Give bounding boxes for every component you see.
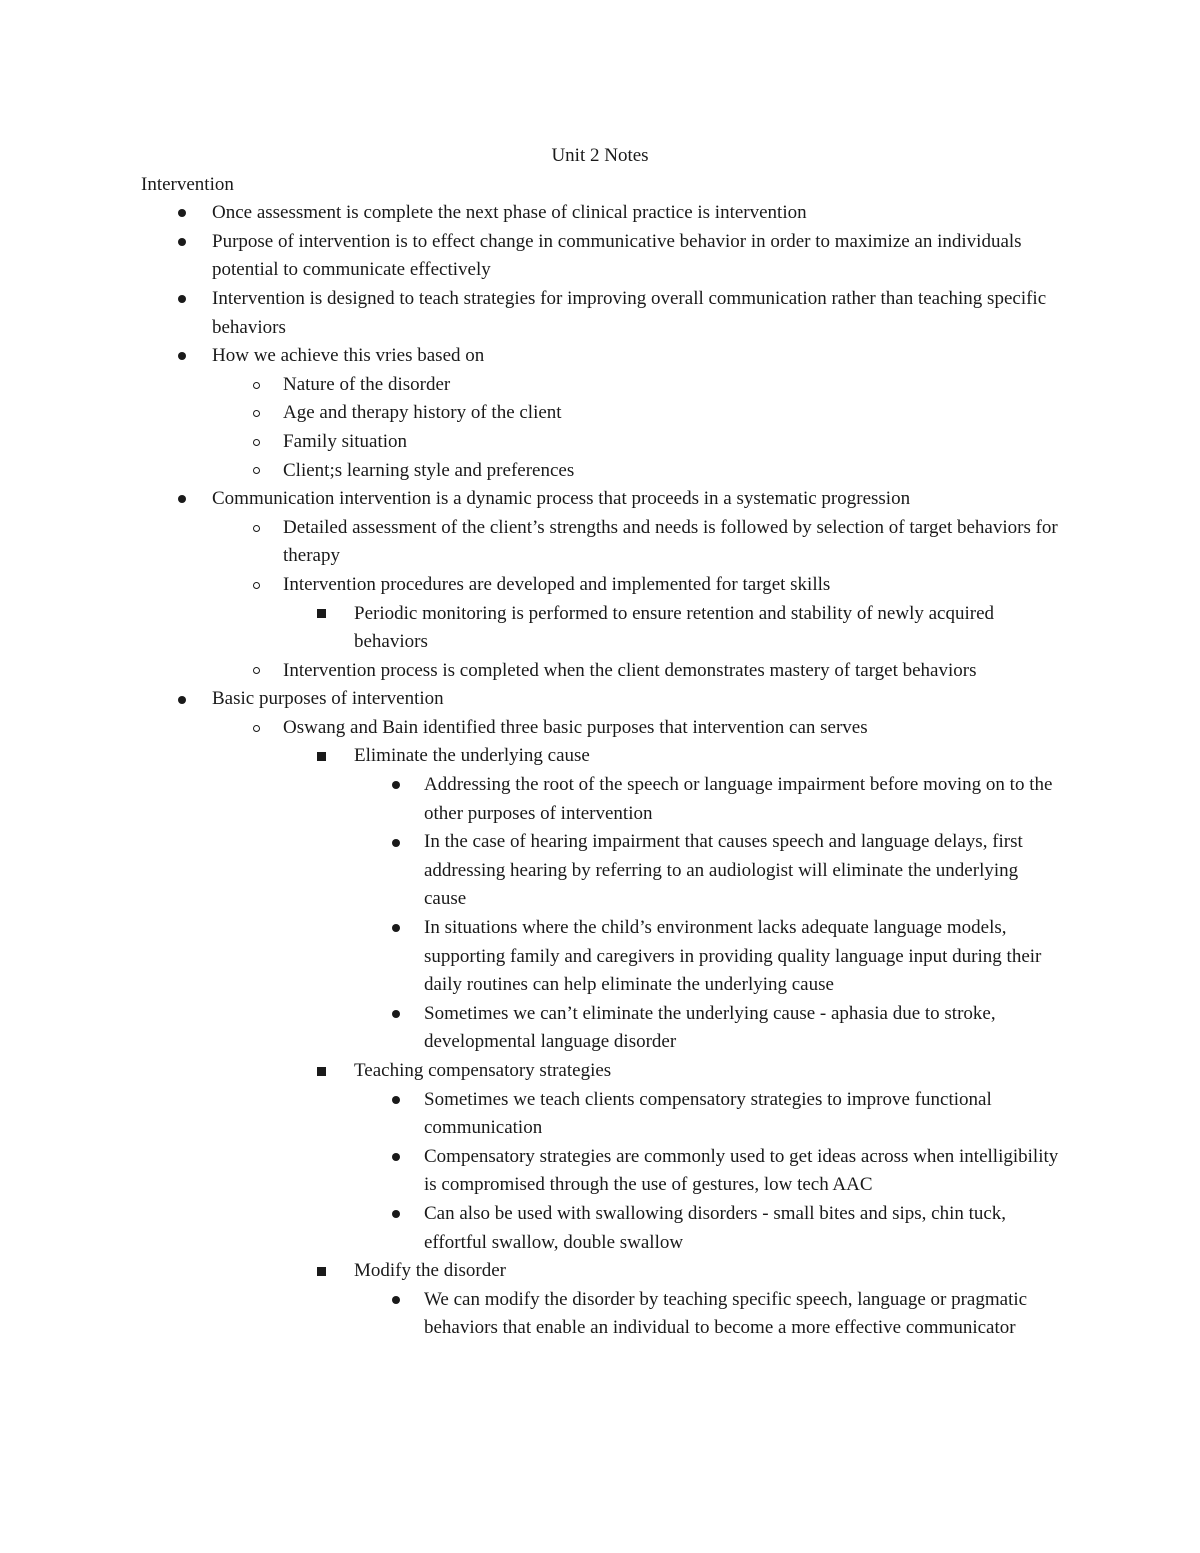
list-item: Once assessment is complete the next phase of clinical practice is intervention (0, 199, 1060, 228)
list-item: Eliminate the underlying cause (0, 742, 1060, 771)
list-item: Can also be used with swallowing disorders - small bites and sips, chin tuck, effortful swallow, double swallow (0, 1200, 1060, 1257)
list-item: Communication intervention is a dynamic process that proceeds in a systematic progression (0, 485, 1060, 514)
list-item: Intervention procedures are developed and implemented for target skills (0, 571, 1060, 600)
list-item: How we achieve this vries based on (0, 342, 1060, 371)
bullet-dot-icon (389, 1200, 403, 1229)
bullet-dot-icon (389, 914, 403, 943)
list-item: Nature of the disorder (0, 371, 1060, 400)
list-item: Intervention is designed to teach strategies for improving overall communication rather than teaching specific behaviors (0, 285, 1060, 342)
list-item: Family situation (0, 428, 1060, 457)
bullet-dot-icon (175, 285, 189, 314)
bullet-dot-icon (175, 685, 189, 714)
bullet-circle-icon (249, 571, 263, 600)
bullet-dot-icon (175, 485, 189, 514)
bullet-dot-icon (389, 1286, 403, 1315)
list-item: Age and therapy history of the client (0, 399, 1060, 428)
list-item: Sometimes we teach clients compensatory strategies to improve functional communication (0, 1086, 1060, 1143)
bullet-circle-icon (249, 399, 263, 428)
list-item: Teaching compensatory strategies (0, 1057, 1060, 1086)
bullet-circle-icon (249, 457, 263, 486)
list-item: Periodic monitoring is performed to ensure retention and stability of newly acquired behaviors (0, 600, 1060, 657)
bullet-square-icon (314, 1057, 328, 1086)
bullet-circle-icon (249, 428, 263, 457)
list-item: We can modify the disorder by teaching specific speech, language or pragmatic behaviors that enable an individual to become a more effective communicator (0, 1286, 1060, 1343)
list-item: In situations where the child’s environment lacks adequate language models, supporting family and caregivers in providing quality language input during their daily routines can help eliminate the underlying cause (0, 914, 1060, 1000)
bullet-circle-icon (249, 714, 263, 743)
bullet-dot-icon (175, 342, 189, 371)
list-item: Client;s learning style and preferences (0, 457, 1060, 486)
bullet-circle-icon (249, 371, 263, 400)
bullet-square-icon (314, 742, 328, 771)
bullet-square-icon (314, 1257, 328, 1286)
bullet-dot-icon (389, 1086, 403, 1115)
list-item: Purpose of intervention is to effect change in communicative behavior in order to maximize an individuals potential to communicate effectively (0, 228, 1060, 285)
list-item: Compensatory strategies are commonly used to get ideas across when intelligibility is compromised through the use of gestures, low tech AAC (0, 1143, 1060, 1200)
document-title: Unit 2 Notes (551, 145, 649, 166)
bullet-dot-icon (389, 828, 403, 857)
bullet-dot-icon (175, 228, 189, 257)
bullet-circle-icon (249, 657, 263, 686)
bullet-circle-icon (249, 514, 263, 543)
bullet-dot-icon (389, 1000, 403, 1029)
list-item: Addressing the root of the speech or language impairment before moving on to the other purposes of intervention (0, 771, 1060, 828)
list-item: In the case of hearing impairment that causes speech and language delays, first addressing hearing by referring to an audiologist will eliminate the underlying cause (0, 828, 1060, 914)
list-item: Sometimes we can’t eliminate the underlying cause - aphasia due to stroke, developmental language disorder (0, 1000, 1060, 1057)
list-item: Detailed assessment of the client’s strengths and needs is followed by selection of target behaviors for therapy (0, 514, 1060, 571)
bullet-dot-icon (389, 771, 403, 800)
bullet-list (0, 199, 1200, 1343)
list-item: Intervention process is completed when the client demonstrates mastery of target behaviors (0, 657, 1060, 686)
list-item: Oswang and Bain identified three basic purposes that intervention can serves (0, 714, 1060, 743)
list-item: Basic purposes of intervention (0, 685, 1060, 714)
bullet-dot-icon (175, 199, 189, 228)
list-item: Modify the disorder (0, 1257, 1060, 1286)
bullet-square-icon (314, 600, 328, 629)
bullet-dot-icon (389, 1143, 403, 1172)
section-heading: Intervention (141, 173, 234, 195)
